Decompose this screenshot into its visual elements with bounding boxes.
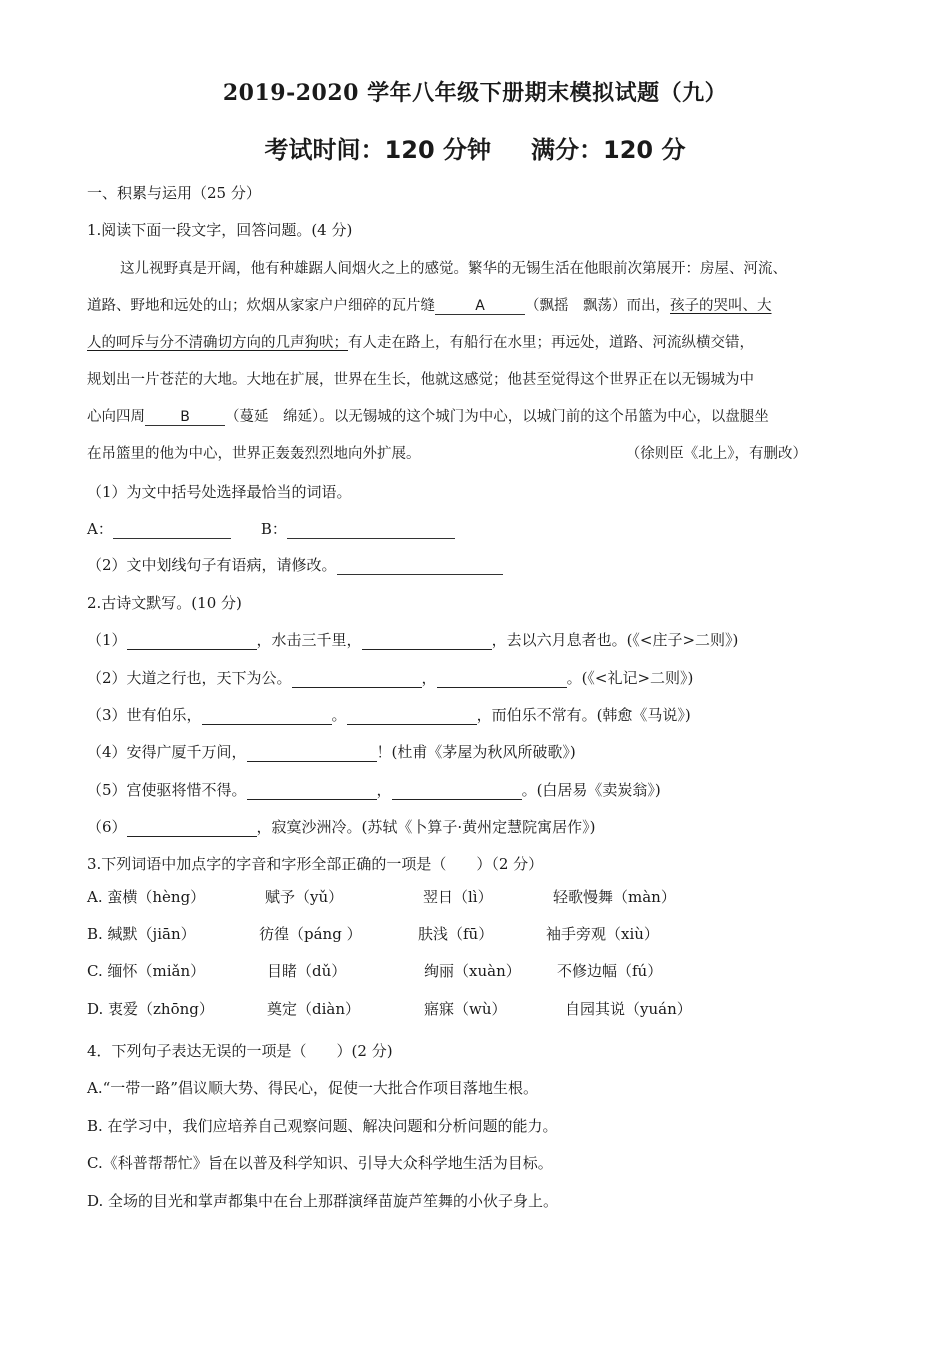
answer-label-a: A： [87, 520, 113, 538]
option-word: 寤寐（wù） [424, 1000, 507, 1018]
poem-item-text: ，水击三千里， [256, 631, 362, 649]
underlined-sentence: 人的呵斥与分不清确切方向的几声狗吠； [87, 335, 348, 351]
q4-option-a[interactable]: A.“一带一路”倡议顺大势、得民心，促使一大批合作项目落地生根。 [87, 1079, 538, 1097]
option-word: 目睹（dǔ） [267, 962, 347, 980]
q1-answer-row [87, 518, 455, 539]
poem-blank[interactable] [202, 708, 332, 725]
q4-option-b[interactable]: B. 在学习中，我们应培养自己观察问题、解决问题和分析问题的能力。 [87, 1117, 558, 1135]
poem-item-text: ， [421, 669, 437, 687]
poem-item [87, 704, 691, 725]
full-score: 满分：120 分 [531, 136, 686, 164]
option-word: 赋予（yǔ） [265, 888, 344, 906]
poem-blank[interactable] [362, 633, 492, 650]
poem-item [87, 741, 576, 762]
poem-item [87, 779, 661, 800]
passage-line-3 [87, 331, 754, 352]
q3-stem: 3.下列词语中加点字的字音和字形全部正确的一项是（ ）（2 分） [87, 855, 544, 873]
poem-item [87, 667, 693, 688]
poem-item-text: ，寂寞沙洲冷。(苏轼《卜算子·黄州定慧院寓居作》) [256, 818, 596, 836]
passage-text: 心向四周 [87, 409, 145, 425]
passage-line-6 [87, 442, 807, 463]
passage-text: 道路、野地和远处的山；炊烟从家家户户细碎的瓦片缝 [87, 298, 435, 314]
passage-line-5 [87, 405, 769, 426]
option-word: 轻歌慢舞（màn） [553, 888, 676, 906]
q4-option-c[interactable]: C.《科普帮帮忙》旨在以普及科学知识、引导大众科学地生活为目标。 [87, 1154, 553, 1172]
q1-sub2-text: （2）文中划线句子有语病，请修改。 [87, 556, 337, 574]
q2-stem: 2.古诗文默写。(10 分) [87, 594, 242, 612]
q1-sub1: （1）为文中括号处选择最恰当的词语。 [87, 483, 352, 501]
passage-line-2 [87, 294, 772, 315]
option-word: 彷徨（páng ） [259, 925, 362, 943]
blank-a-label: A [475, 298, 485, 314]
poem-blank[interactable] [247, 783, 377, 800]
blank-b[interactable] [145, 409, 225, 426]
answer-input-a[interactable] [113, 522, 231, 539]
answer-label-b: B： [260, 520, 287, 538]
passage-source: （徐则臣《北上》，有删改） [625, 446, 807, 462]
answer-input-b[interactable] [287, 522, 455, 539]
option-word: C. 缅怀（miǎn） [87, 962, 206, 980]
passage-text: （飘摇 飘荡）而出， [525, 298, 670, 314]
option-word: 绚丽（xuàn） [424, 962, 521, 980]
section-heading: 一、积累与运用（25 分） [87, 184, 261, 202]
poem-item-text: （5）宫使驱将惜不得。 [87, 781, 247, 799]
option-word: 自园其说（yuán） [565, 1000, 692, 1018]
poem-item-text: ，而伯乐不常有。(韩愈《马说》) [476, 706, 691, 724]
option-word: 肤浅（fū） [418, 925, 494, 943]
blank-a[interactable] [435, 298, 525, 315]
option-word: D. 衷爱（zhōng） [87, 1000, 214, 1018]
exam-time: 考试时间：120 分钟 [264, 136, 491, 164]
poem-item-text: ， [376, 781, 392, 799]
option-word: 袖手旁观（xiù） [546, 925, 659, 943]
blank-b-label: B [180, 409, 190, 425]
poem-item-text: 。(白居易《卖炭翁》) [521, 781, 661, 799]
option-word: 不修边幅（fú） [557, 962, 663, 980]
poem-item-text: （3）世有伯乐， [87, 706, 202, 724]
passage-line-1: 这儿视野真是开阔，他有种雄踞人间烟火之上的感觉。繁华的无锡生活在他眼前次第展开：房屋、河流、 [120, 261, 787, 277]
q4-option-d[interactable]: D. 全场的目光和掌声都集中在台上那群演绎苗旋芦笙舞的小伙子身上。 [87, 1192, 559, 1210]
poem-blank[interactable] [247, 745, 377, 762]
passage-text: 在吊篮里的他为中心，世界正轰轰烈烈地向外扩展。 [87, 446, 421, 462]
poem-item-text: 。(《<礼记>二则》) [566, 669, 694, 687]
poem-item-text: ！(杜甫《茅屋为秋风所破歌》) [376, 743, 576, 761]
answer-input-correction[interactable] [337, 558, 503, 575]
passage-line-4: 规划出一片苍茫的大地。大地在扩展，世界在生长，他就这感觉；他甚至觉得这个世界正在以无锡城为中 [87, 372, 754, 388]
poem-blank[interactable] [127, 820, 257, 837]
option-word: 奠定（diàn） [267, 1000, 361, 1018]
poem-blank[interactable] [292, 671, 422, 688]
q4-stem: 4．下列句子表达无误的一项是（ ）(2 分) [87, 1042, 393, 1060]
poem-item-text: （4）安得广厦千万间， [87, 743, 247, 761]
q1-stem: 1.阅读下面一段文字，回答问题。(4 分) [87, 221, 353, 239]
exam-info [0, 130, 950, 165]
poem-item-text: （2）大道之行也，天下为公。 [87, 669, 292, 687]
poem-blank[interactable] [437, 671, 567, 688]
option-word: B. 缄默（jiān） [87, 925, 196, 943]
poem-blank[interactable] [392, 783, 522, 800]
poem-item [87, 816, 596, 837]
poem-item [87, 629, 738, 650]
page-title: 2019-2020 学年八年级下册期末模拟试题（九） [222, 80, 728, 106]
option-word: A. 蛮横（hèng） [87, 888, 206, 906]
poem-item-text: （6） [87, 818, 127, 836]
option-word: 翌日（lì） [423, 888, 493, 906]
poem-item-text: （1） [87, 631, 127, 649]
q1-sub2 [87, 554, 503, 575]
poem-blank[interactable] [347, 708, 477, 725]
poem-blank[interactable] [127, 633, 257, 650]
passage-text: （蔓延 绵延）。以无锡城的这个城门为中心，以城门前的这个吊篮为中心，以盘腿坐 [225, 409, 769, 425]
passage-text: 有人走在路上，有船行在水里；再远处，道路、河流纵横交错， [348, 335, 754, 351]
poem-item-text: ，去以六月息者也。(《<庄子>二则》) [491, 631, 739, 649]
underlined-sentence: 孩子的哭叫、大 [670, 298, 772, 314]
poem-item-text: 。 [331, 706, 347, 724]
